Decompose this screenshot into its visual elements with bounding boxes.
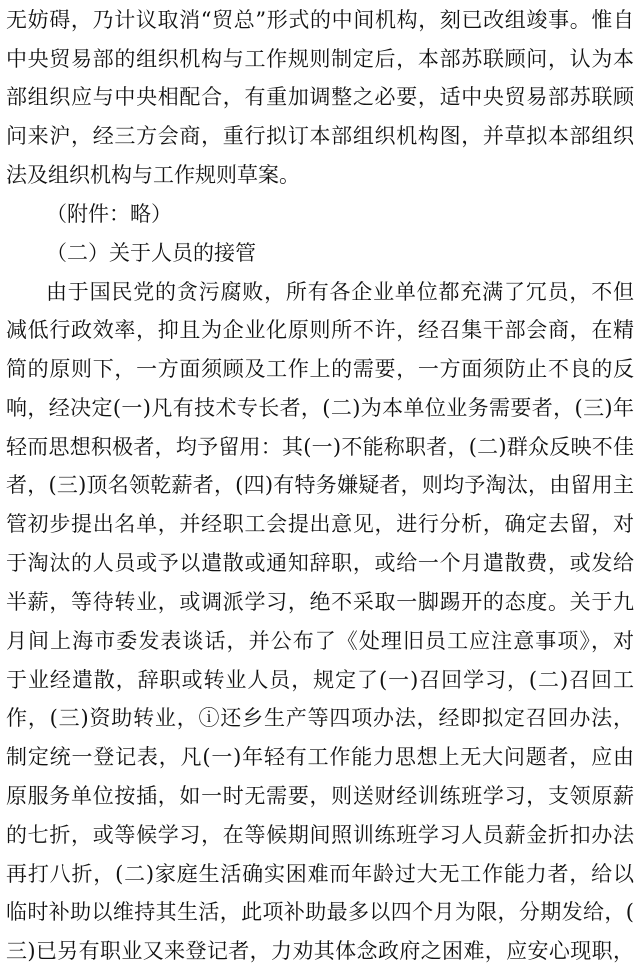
text-line: 无妨碍，乃计议取消“贸总”形式的中间机构，刻已改组竣事。惟自	[6, 8, 634, 32]
text-line: 于业经遣散，辞职或转业人员，规定了(一)召回学习，(二)召回工	[6, 668, 634, 692]
text-line: 简的原则下，一方面须顾及工作上的需要，一方面须防止不良的反	[6, 357, 634, 381]
text-line: 于淘汰的人员或予以遣散或通知辞职，或给一个月遣散费，或发给	[6, 551, 634, 575]
text-line: 月间上海市委发表谈话，并公布了《处理旧员工应注意事项》，对	[6, 629, 634, 653]
text-line: 中央贸易部的组织机构与工作规则制定后，本部苏联顾问，认为本	[6, 47, 634, 71]
text-line: 的七折，或等候学习，在等候期间照训练班学习人员薪金折扣办法	[6, 823, 634, 847]
text-line: 再打八折，(二)家庭生活确实困难而年龄过大无工作能力者，给以	[6, 862, 634, 886]
text-line: 作，(三)资助转业，ⓘ还乡生产等四项办法，经即拟定召回办法，	[6, 706, 634, 730]
text-line: 法及组织机构与工作规则草案。	[6, 163, 300, 187]
text-line: 者，(三)顶名领乾薪者，(四)有特务嫌疑者，则均予淘汰，由留用主	[6, 473, 634, 497]
text-line: 轻而思想积极者，均予留用：其(一)不能称职者，(二)群众反映不佳	[6, 435, 634, 459]
text-line: 三)已另有职业又来登记者，力劝其体念政府之困难，应安心现职，	[6, 939, 634, 963]
text-line: 问来沪，经三方会商，重行拟订本部组织机构图，并草拟本部组织	[6, 124, 634, 148]
section-heading: （二）关于人员的接管	[46, 241, 256, 265]
text-line: 半薪，等待转业，或调派学习，绝不采取一脚踢开的态度。关于九	[6, 590, 634, 614]
text-line: 响，经决定(一)凡有技术专长者，(二)为本单位业务需要者，(三)年	[6, 396, 634, 420]
text-line: 减低行政效率，抑且为企业化原则所不许，经召集干部会商，在精	[6, 318, 634, 342]
text-line: 原服务单位按插，如一时无需要，则送财经训练班学习，支领原薪	[6, 784, 634, 808]
text-line: 由于国民党的贪污腐败，所有各企业单位都充满了冗员，不但	[46, 280, 634, 304]
text-line: 临时补助以维持其生活，此项补助最多以四个月为限，分期发给，(	[6, 900, 634, 924]
text-line: 管初步提出名单，并经职工会提出意见，进行分析，确定去留，对	[6, 512, 634, 536]
text-line: 制定统一登记表，凡(一)年轻有工作能力思想上无大问题者，应由	[6, 745, 634, 769]
attachment-note: （附件：略）	[46, 202, 172, 226]
text-line: 部组织应与中央相配合，有重加调整之必要，适中央贸易部苏联顾	[6, 85, 634, 109]
